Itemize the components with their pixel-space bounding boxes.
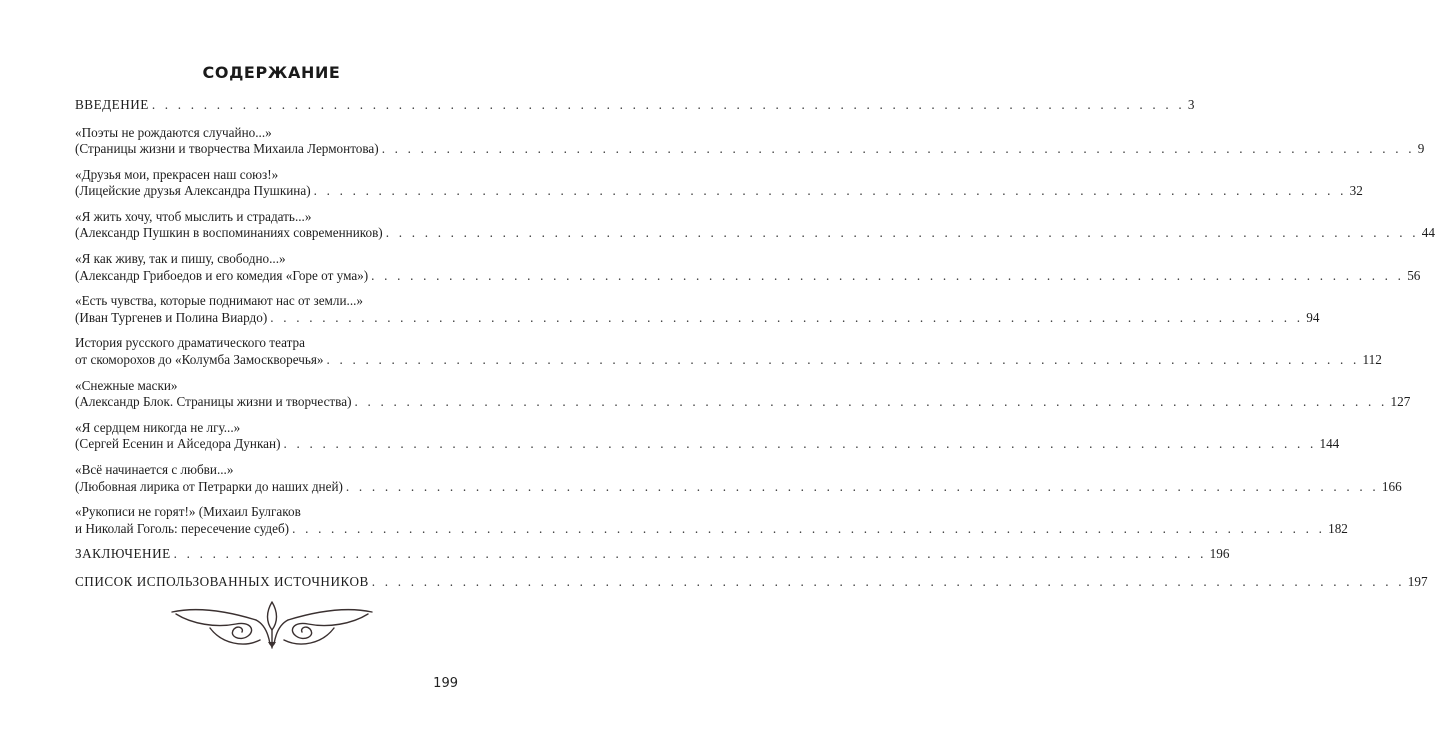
dot-leader: . . . . . . . . . . . . . . . . . . . . . . . . . . . . . . . . . . . . . . . . . . . . . . . . . . . . . . . . . . . . . . . . . . . . . . . . . . . . . . . . [354,394,1388,410]
toc-entry-page: 32 [1349,183,1363,199]
toc-entry-page: 196 [1209,546,1230,562]
toc-entry-title: (Страницы жизни и творчества Михаила Лермонтова) [75,141,379,156]
toc-entry [75,166,1363,200]
toc-entry [75,208,1435,242]
toc-entry-last-line [75,183,1363,200]
dot-leader: . . . . . . . . . . . . . . . . . . . . . . . . . . . . . . . . . . . . . . . . . . . . . . . . . . . . . . . . . . . . . . . . . . . . . . . . . . . . . . . . [385,225,1419,241]
toc-entry [75,251,1421,284]
toc-entry-title: (Александр Пушкин в воспоминаниях современников) [75,225,383,241]
toc-entry-title: СПИСОК ИСПОЛЬЗОВАННЫХ ИСТОЧНИКОВ [75,573,369,589]
dot-leader: . . . . . . . . . . . . . . . . . . . . . . . . . . . . . . . . . . . . . . . . . . . . . . . . . . . . . . . . . . . . . . . . . . . . . . . . . . . . . . . . [345,478,1379,494]
toc-entry-last-line [75,141,1425,158]
dot-leader: . . . . . . . . . . . . . . . . . . . . . . . . . . . . . . . . . . . . . . . . . . . . . . . . . . . . . . . . . . . . . . . . . . . . . . . . . . . . . . . . [326,351,1360,367]
toc-entry-title: (Любовная лирика от Петрарки до наших дней) [75,478,343,494]
toc-entry-title: (Александр Блок. Страницы жизни и творчества) [75,394,352,410]
toc-entry-title: ЗАКЛЮЧЕНИЕ [75,546,171,562]
toc-entry-last-line [75,394,1411,411]
toc-entry-page: 166 [1381,478,1402,494]
dot-leader: . . . . . . . . . . . . . . . . . . . . . . . . . . . . . . . . . . . . . . . . . . . . . . . . . . . . . . . . . . . . . . . . . . . . . . . . . . . . . . . . [270,309,1304,325]
toc-entry-page: 144 [1319,436,1340,452]
toc-entry-line: «Друзья мои, прекрасен наш союз!» [75,166,279,182]
toc-entry [75,377,1411,411]
toc-entry-line: «Я сердцем никогда не лгу...» [75,419,241,435]
toc-entry-last-line [75,546,1230,563]
toc-entry-line: «Есть чувства, которые поднимают нас от земли...» [75,293,364,309]
toc-entry-page: 112 [1362,351,1382,367]
toc-entry-line: «Всё начинается с любви...» [75,462,234,477]
toc-entry-line: «Я как живу, так и пишу, свободно...» [75,251,286,267]
toc-entry-title: (Лицейские друзья Александра Пушкина) [75,183,311,199]
dot-leader: . . . . . . . . . . . . . . . . . . . . . . . . . . . . . . . . . . . . . . . . . . . . . . . . . . . . . . . . . . . . . . . . . . . . . . . . . . . . . . . . [173,546,1207,562]
dot-leader: . . . . . . . . . . . . . . . . . . . . . . . . . . . . . . . . . . . . . . . . . . . . . . . . . . . . . . . . . . . . . . . . . . . . . . . . . . . . . . . . [313,183,1347,199]
dot-leader: . . . . . . . . . . . . . . . . . . . . . . . . . . . . . . . . . . . . . . . . . . . . . . . . . . . . . . . . . . . . . . . . . . . . . . . . . . . . . . . . [381,141,1415,156]
toc-entry-page: 127 [1390,394,1411,410]
toc-entry [75,462,1402,495]
toc-entry-line: «Снежные маски» [75,377,178,393]
page-number: 199 [433,676,458,691]
toc-entry-title: от скоморохов до «Колумба Замоскворечья» [75,351,324,367]
toc-entry-page: 56 [1407,267,1421,283]
toc-entry-page: 44 [1421,225,1435,241]
toc-entry [75,293,1320,326]
toc-entry-last-line [75,436,1340,453]
toc-entry-page: 182 [1328,520,1348,536]
table-of-contents [75,97,1435,601]
toc-entry-last-line [75,97,1195,114]
toc-entry-line: История русского драматического театра [75,335,305,351]
toc-entry-line: «Я жить хочу, чтоб мыслить и страдать...» [75,208,312,224]
toc-entry-title: (Сергей Есенин и Айседора Дункан) [75,436,281,452]
toc-entry-last-line [75,309,1320,327]
toc-entry-title: (Иван Тургенев и Полина Виардо) [75,309,268,325]
toc-entry-page: 9 [1417,141,1425,156]
toc-entry-last-line [75,351,1382,369]
toc-entry [75,97,1195,114]
dot-leader: . . . . . . . . . . . . . . . . . . . . . . . . . . . . . . . . . . . . . . . . . . . . . . . . . . . . . . . . . . . . . . . . . . . . . . . . . . . . . . . . [292,520,1326,536]
page-title: СОДЕРЖАНИЕ [202,63,341,82]
toc-entry-title: (Александр Грибоедов и его комедия «Горе от ума») [75,267,369,283]
dot-leader: . . . . . . . . . . . . . . . . . . . . . . . . . . . . . . . . . . . . . . . . . . . . . . . . . . . . . . . . . . . . . . . . . . . . . . . . . . . . . . . . [371,267,1405,283]
toc-entry-last-line [75,520,1348,538]
toc-entry [75,546,1230,563]
toc-entry-last-line [75,225,1435,242]
toc-entry [75,504,1348,537]
dot-leader: . . . . . . . . . . . . . . . . . . . . . . . . . . . . . . . . . . . . . . . . . . . . . . . . . . . . . . . . . . . . . . . . . . . . . . . . . . . . . . . . [151,97,1185,112]
dot-leader: . . . . . . . . . . . . . . . . . . . . . . . . . . . . . . . . . . . . . . . . . . . . . . . . . . . . . . . . . . . . . . . . . . . . . . . . . . . . . . . . [371,573,1405,589]
toc-entry-line: «Рукописи не горят!» (Михаил Булгаков [75,504,301,520]
toc-entry [75,124,1425,158]
toc-entry [75,335,1382,368]
toc-entry-title: ВВЕДЕНИЕ [75,97,149,112]
toc-entry-last-line [75,267,1421,285]
decorative-flourish-icon [170,598,374,652]
toc-entry-page: 94 [1306,309,1320,325]
toc-entry-title: и Николай Гоголь: пересечение судеб) [75,520,290,536]
toc-entry-last-line [75,478,1402,496]
toc-entry [75,573,1428,591]
toc-entry-page: 197 [1407,573,1428,589]
toc-entry-page: 3 [1187,97,1195,112]
toc-entry-last-line [75,573,1428,591]
toc-entry [75,419,1340,453]
toc-entry-line: «Поэты не рождаются случайно...» [75,124,272,140]
dot-leader: . . . . . . . . . . . . . . . . . . . . . . . . . . . . . . . . . . . . . . . . . . . . . . . . . . . . . . . . . . . . . . . . . . . . . . . . . . . . . . . . [283,436,1317,452]
